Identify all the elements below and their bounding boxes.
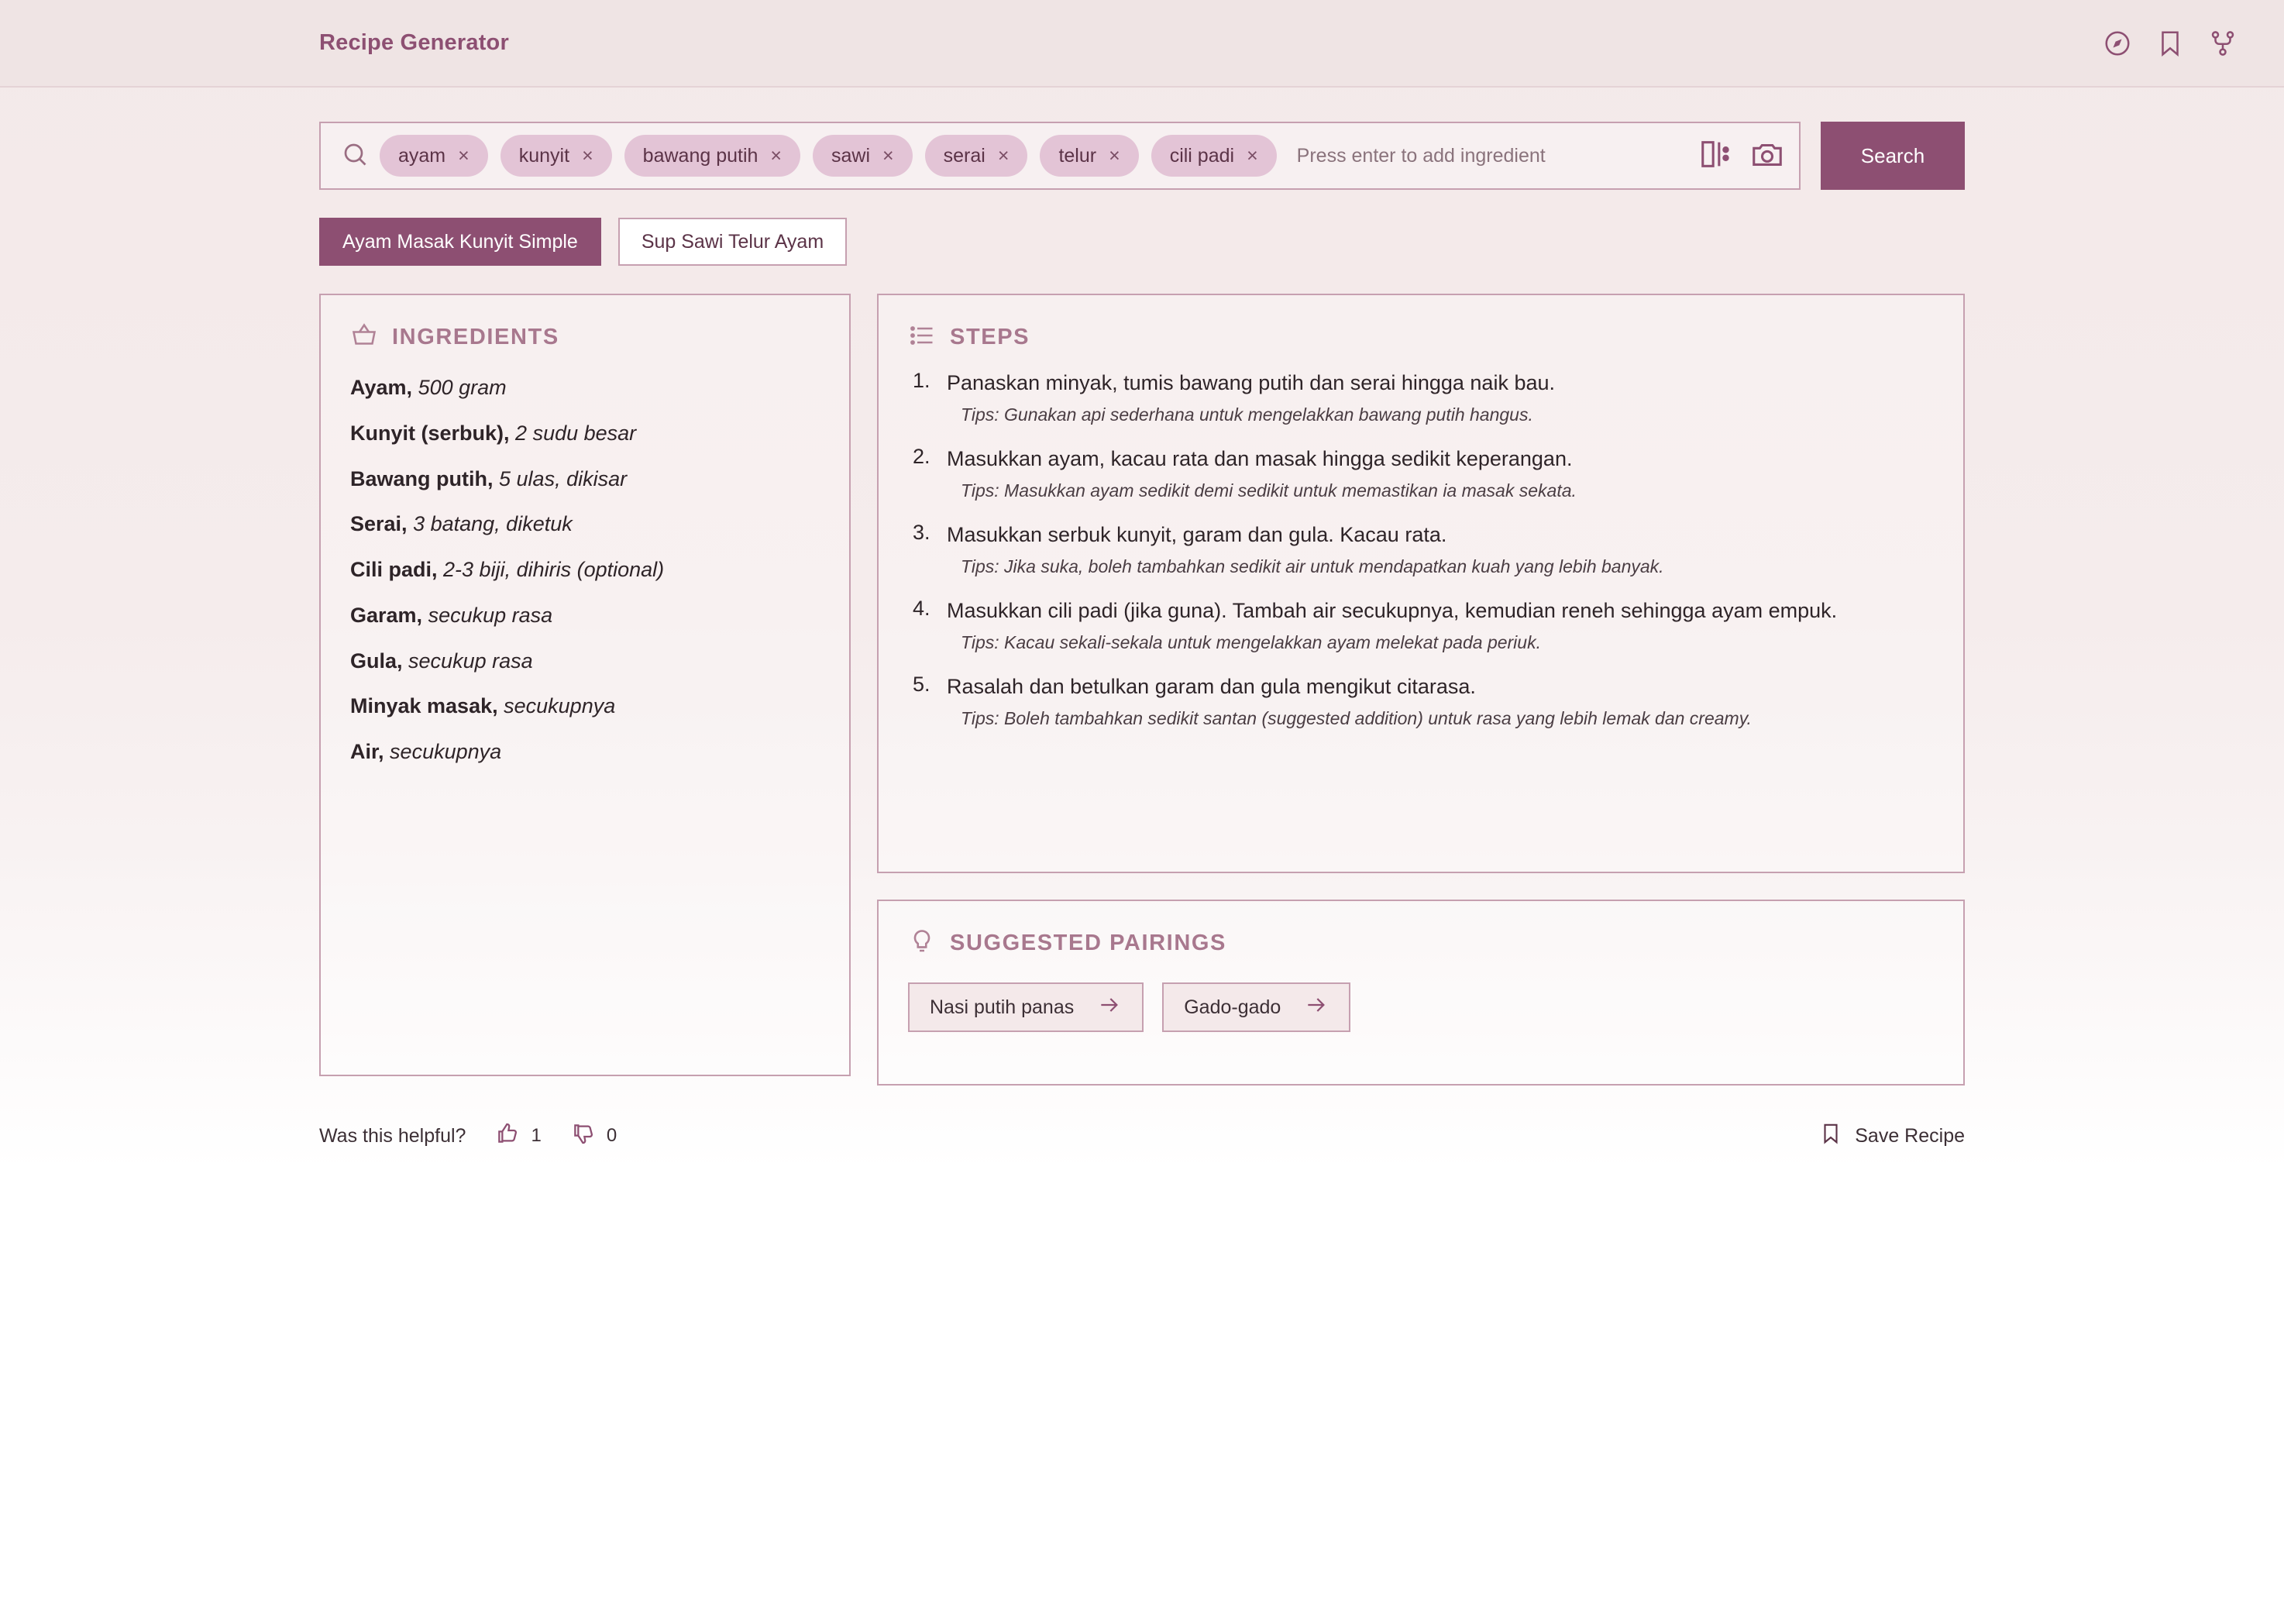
ingredient-qty: 500 gram	[418, 376, 507, 399]
pairings-panel-header	[879, 901, 1963, 967]
step-number: 2.	[913, 445, 930, 469]
ingredient-chip-label: serai	[943, 144, 985, 167]
ingredient-chip[interactable]	[1151, 135, 1277, 177]
ingredient-qty: secukup rasa	[428, 603, 553, 627]
pairing-label: Gado-gado	[1184, 996, 1281, 1018]
thumbs-down-icon	[571, 1121, 596, 1151]
chip-remove-icon[interactable]: ×	[997, 144, 1010, 167]
list-item	[913, 445, 1929, 502]
list-item	[350, 649, 820, 675]
chip-remove-icon[interactable]: ×	[770, 144, 783, 167]
page-title: Recipe Generator	[319, 30, 509, 55]
ingredient-name: Serai,	[350, 512, 408, 536]
ingredients-panel-header	[321, 295, 849, 361]
list-item	[913, 521, 1929, 578]
steps-panel-header	[879, 295, 1963, 361]
ingredient-name: Minyak masak,	[350, 694, 498, 718]
tab-recipe-1[interactable]: Ayam Masak Kunyit Simple	[319, 218, 601, 266]
pairing-chip-2[interactable]	[1162, 982, 1350, 1032]
recipe-tab-list	[0, 218, 2284, 266]
ingredient-qty: secukup rasa	[408, 649, 533, 673]
pairings-panel	[877, 900, 1965, 1086]
bookmark-icon[interactable]	[2155, 29, 2185, 58]
list-item	[350, 739, 820, 766]
pairings-list	[879, 967, 1963, 1063]
search-button[interactable]: Search	[1821, 122, 1965, 190]
ingredient-name: Garam,	[350, 603, 423, 627]
steps-title: STEPS	[950, 325, 1030, 349]
steps-list	[879, 361, 1963, 775]
list-item	[913, 597, 1929, 654]
camera-icon[interactable]	[1745, 136, 1785, 176]
list-item	[350, 466, 820, 493]
ingredient-chip-list	[380, 135, 1277, 177]
ingredient-qty: 2 sudu besar	[515, 421, 637, 445]
ingredient-qty: 3 batang, diketuk	[413, 512, 573, 536]
ingredient-name: Cili padi,	[350, 558, 438, 581]
tab-recipe-2[interactable]: Sup Sawi Telur Ayam	[618, 218, 847, 266]
ingredient-chip[interactable]	[380, 135, 488, 177]
step-text: Rasalah dan betulkan garam dan gula mengikut citarasa.	[947, 675, 1476, 699]
arrow-right-icon	[1304, 993, 1329, 1023]
thumbs-down-button[interactable]	[571, 1121, 617, 1151]
chip-remove-icon[interactable]: ×	[582, 144, 593, 167]
lightbulb-icon	[908, 927, 936, 959]
feedback-bar	[0, 1109, 2284, 1163]
ingredient-chip-label: sawi	[831, 144, 871, 167]
ingredient-chip-label: bawang putih	[642, 144, 758, 167]
list-item	[350, 557, 820, 583]
ingredient-chip-label: telur	[1058, 144, 1097, 167]
pairings-title: SUGGESTED PAIRINGS	[950, 931, 1226, 955]
git-fork-icon[interactable]	[2208, 29, 2238, 58]
ingredient-name: Air,	[350, 740, 384, 763]
ingredient-name: Kunyit (serbuk),	[350, 421, 510, 445]
thumbs-up-count: 1	[531, 1125, 542, 1146]
step-tip: Tips: Kacau sekali-sekala untuk mengelakkan ayam melekat pada periuk.	[961, 631, 1541, 652]
list-item	[350, 603, 820, 629]
chip-remove-icon[interactable]: ×	[1247, 144, 1258, 167]
ingredient-chip-label: ayam	[398, 144, 446, 167]
step-tip: Tips: Jika suka, boleh tambahkan sedikit air untuk mendapatkan kuah yang lebih banyak.	[961, 556, 1664, 576]
chip-remove-icon[interactable]: ×	[458, 144, 470, 167]
ingredients-panel	[319, 294, 851, 1076]
ingredient-chip[interactable]	[813, 135, 913, 177]
ingredients-title: INGREDIENTS	[392, 325, 559, 349]
chip-remove-icon[interactable]: ×	[1109, 144, 1120, 167]
list-item	[350, 511, 820, 538]
compass-icon[interactable]	[2103, 29, 2132, 58]
thumbs-down-count: 0	[606, 1125, 617, 1146]
app-header	[0, 0, 2284, 88]
list-item	[913, 369, 1929, 426]
step-tip: Tips: Gunakan api sederhana untuk mengelakkan bawang putih hangus.	[961, 404, 1533, 425]
pairing-label: Nasi putih panas	[930, 996, 1075, 1018]
step-text: Masukkan ayam, kacau rata dan masak hingga sedikit keperangan.	[947, 447, 1573, 471]
ingredient-name: Bawang putih,	[350, 466, 494, 490]
ingredients-list	[321, 361, 849, 800]
basket-icon	[350, 322, 378, 353]
ingredient-chip-label: cili padi	[1169, 144, 1235, 167]
list-item	[350, 375, 820, 401]
search-row	[0, 122, 2284, 190]
list-item	[350, 693, 820, 720]
step-tip: Tips: Boleh tambahkan sedikit santan (suggested addition) untuk rasa yang lebih lemak dan creamy.	[961, 708, 1752, 729]
header-icon-group	[2103, 29, 2238, 58]
recipe-content	[0, 294, 2284, 1086]
bookmark-icon	[1819, 1120, 1842, 1152]
ingredient-qty: 2-3 biji, dihiris (optional)	[443, 558, 665, 581]
ingredient-qty: secukupnya	[390, 740, 502, 763]
thumbs-up-button[interactable]	[495, 1121, 541, 1151]
compare-layout-icon[interactable]	[1694, 136, 1734, 176]
ingredient-chip-label: kunyit	[518, 144, 570, 167]
step-tip: Tips: Masukkan ayam sedikit demi sedikit untuk memastikan ia masak sekata.	[961, 480, 1577, 501]
steps-panel	[877, 294, 1965, 873]
list-icon	[908, 322, 936, 353]
step-text: Masukkan cili padi (jika guna). Tambah air secukupnya, kemudian reneh sehingga ayam empuk.	[947, 599, 1838, 623]
ingredient-chip[interactable]	[925, 135, 1028, 177]
ingredient-chip[interactable]	[1040, 135, 1138, 177]
list-item	[350, 421, 820, 447]
step-number: 1.	[913, 369, 930, 392]
ingredient-chip[interactable]	[500, 135, 612, 177]
step-text: Masukkan serbuk kunyit, garam dan gula. Kacau rata.	[947, 523, 1447, 547]
step-number: 3.	[913, 521, 930, 545]
save-recipe-label: Save Recipe	[1855, 1124, 1965, 1147]
list-item	[913, 673, 1929, 730]
ingredient-search-box[interactable]	[319, 122, 1801, 190]
step-text: Panaskan minyak, tumis bawang putih dan serai hingga naik bau.	[947, 371, 1555, 394]
ingredient-qty: 5 ulas, dikisar	[499, 466, 628, 490]
pairing-chip-1[interactable]	[908, 982, 1144, 1032]
ingredient-name: Ayam,	[350, 376, 413, 399]
arrow-right-icon	[1097, 993, 1122, 1023]
ingredient-name: Gula,	[350, 649, 403, 673]
right-column	[877, 294, 1965, 1086]
search-icon	[341, 140, 369, 172]
step-number: 5.	[913, 673, 930, 697]
search-input[interactable]	[1288, 144, 1683, 168]
helpful-label: Was this helpful?	[319, 1124, 466, 1147]
step-number: 4.	[913, 597, 930, 621]
thumbs-up-icon	[495, 1121, 520, 1151]
ingredient-qty: secukupnya	[504, 694, 616, 718]
save-recipe-button[interactable]	[1819, 1120, 1965, 1152]
chip-remove-icon[interactable]: ×	[882, 144, 894, 167]
ingredient-chip[interactable]	[624, 135, 800, 177]
